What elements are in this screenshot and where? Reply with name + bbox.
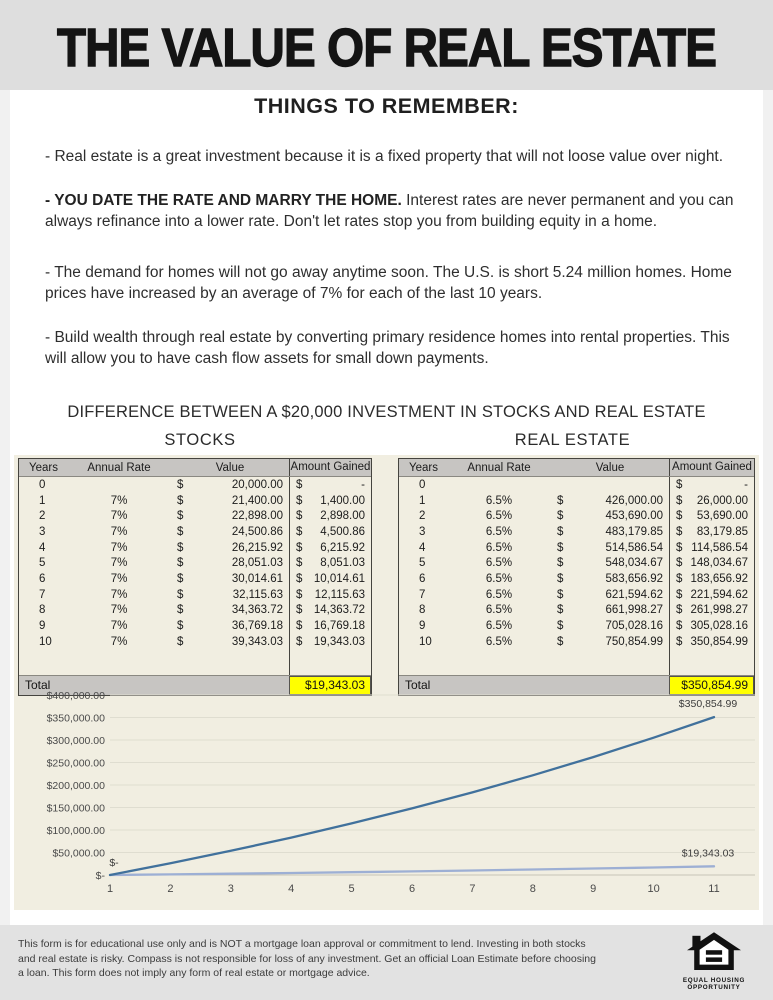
- gain-number: 114,586.54: [691, 541, 748, 554]
- gain-number: 4,500.86: [320, 525, 365, 538]
- spacer-left: [399, 650, 669, 675]
- gain-number: 16,769.18: [313, 620, 365, 633]
- annual-rate-cell: 6.5%: [485, 588, 513, 601]
- gain-number: 350,854.99: [690, 635, 748, 648]
- annual-rate-cell: 6.5%: [485, 635, 513, 648]
- spacer-gain: [289, 650, 371, 675]
- bullet-text: - Real estate is a great investment because it is a fixed property that will not loose value over night.: [45, 148, 724, 165]
- y-axis-tick-label: $400,000.00: [46, 691, 105, 702]
- currency-symbol: $: [676, 588, 683, 601]
- page-title: THE VALUE OF REAL ESTATE: [56, 18, 717, 78]
- currency-symbol: $: [177, 494, 184, 507]
- bullet-item: [45, 262, 741, 304]
- amount-gained-cell: [289, 634, 371, 650]
- eho-house-icon: [687, 932, 741, 972]
- amount-gained-cell: [289, 555, 371, 571]
- table-row: [19, 493, 371, 509]
- amount-gained-line-chart: [14, 691, 759, 910]
- total-label: Total: [25, 678, 51, 693]
- currency-symbol: $: [177, 525, 184, 538]
- currency-symbol: $: [557, 557, 564, 570]
- table-header-row: [399, 459, 754, 477]
- x-axis-tick-label: 5: [348, 883, 355, 895]
- bullet-list: [45, 146, 741, 369]
- table-row: [399, 477, 754, 493]
- value-cell: [551, 557, 669, 569]
- year-cell: 1: [39, 494, 46, 507]
- table-row: [399, 587, 754, 603]
- gain-number: 2,898.00: [320, 510, 365, 523]
- disclaimer-text: This form is for educational use only and is NOT a mortgage loan approval or commitment to lend. Investing in both stocks and real estate is risky. Compass is not responsible for loss of any investment. Get an official Loan Estimate before choosing a loan. This form does not imply any form of real estate or mortgage advice.: [18, 938, 596, 979]
- gain-number: 1,400.00: [320, 494, 365, 507]
- table-row: [19, 571, 371, 587]
- annual-rate-cell: 7%: [110, 494, 128, 507]
- annual-rate-cell: 6.5%: [485, 620, 513, 633]
- gain-number: 183,656.92: [690, 572, 748, 585]
- value-cell: [171, 636, 289, 648]
- value-number: 548,034.67: [605, 557, 663, 570]
- table-row: [19, 540, 371, 556]
- annual-rate-cell: 6.5%: [485, 510, 513, 523]
- x-axis-tick-label: 3: [227, 883, 234, 895]
- total-value-cell: $19,343.03: [289, 676, 371, 695]
- value-cell: [551, 620, 669, 632]
- column-header-value: Value: [215, 461, 245, 474]
- value-cell: [171, 510, 289, 522]
- x-axis-tick-label: 11: [708, 883, 720, 895]
- currency-symbol: $: [177, 620, 184, 633]
- bullet-bold-text: - YOU DATE THE RATE AND MARRY THE HOME.: [45, 192, 402, 209]
- y-axis-tick-label: $150,000.00: [46, 802, 105, 815]
- year-cell: 3: [419, 525, 426, 538]
- value-cell: [171, 479, 289, 491]
- total-value-cell: $350,854.99: [669, 676, 754, 695]
- table-spacer-row: [399, 650, 754, 675]
- amount-gained-cell: [669, 587, 754, 603]
- currency-symbol: $: [177, 557, 184, 570]
- amount-gained-cell: [669, 524, 754, 540]
- x-axis-tick-label: 1: [106, 883, 114, 895]
- year-cell: 8: [419, 604, 426, 617]
- year-cell: 0: [419, 478, 426, 491]
- value-number: 426,000.00: [605, 494, 663, 507]
- currency-symbol: $: [557, 510, 564, 523]
- equal-housing-opportunity-logo: [679, 932, 749, 991]
- x-axis-tick-label: 7: [469, 883, 476, 895]
- amount-gained-cell: [669, 555, 754, 571]
- amount-gained-cell: [289, 603, 371, 619]
- value-cell: [551, 526, 669, 538]
- value-cell: [551, 495, 669, 507]
- year-cell: 2: [39, 510, 46, 523]
- year-cell: 1: [419, 494, 426, 507]
- amount-gained-cell: [669, 508, 754, 524]
- annual-rate-cell: 6.5%: [485, 557, 513, 570]
- value-cell: [171, 526, 289, 538]
- series-line: [110, 717, 714, 875]
- series-end-data-label: $19,343.03: [681, 847, 735, 860]
- series-line: [110, 866, 714, 875]
- currency-symbol: $: [296, 478, 303, 491]
- things-to-remember-heading: THINGS TO REMEMBER:: [254, 94, 519, 118]
- gain-number: 221,594.62: [690, 588, 748, 601]
- amount-gained-cell: [289, 571, 371, 587]
- annual-rate-cell: 7%: [110, 557, 128, 570]
- x-axis-tick-label: 8: [529, 883, 536, 895]
- year-cell: 7: [419, 588, 426, 601]
- year-cell: 0: [39, 478, 46, 491]
- table-row: [19, 603, 371, 619]
- x-axis-tick-label: 6: [408, 883, 416, 895]
- value-number: 583,656.92: [605, 572, 663, 585]
- gain-number: 26,000.00: [696, 494, 748, 507]
- value-cell: [551, 589, 669, 601]
- value-number: 22,898.00: [231, 510, 283, 523]
- gain-number: -: [744, 478, 748, 491]
- table-row: [399, 524, 754, 540]
- currency-symbol: $: [296, 510, 303, 523]
- stocks-table-title: STOCKS: [164, 431, 236, 449]
- value-number: 28,051.03: [231, 557, 283, 570]
- amount-gained-cell: [669, 634, 754, 650]
- y-axis-tick-label: $250,000.00: [46, 757, 105, 770]
- value-number: 20,000.00: [231, 478, 283, 491]
- annual-rate-cell: 6.5%: [485, 541, 513, 554]
- currency-symbol: $: [177, 541, 184, 554]
- gain-number: 8,051.03: [320, 557, 365, 570]
- y-axis-tick-label: $50,000.00: [52, 847, 105, 860]
- x-axis-tick-label: 4: [288, 883, 295, 895]
- year-cell: 9: [39, 620, 46, 633]
- currency-symbol: $: [177, 510, 184, 523]
- stocks-table: [18, 458, 372, 696]
- amount-gained-cell: [289, 493, 371, 509]
- table-row: [19, 524, 371, 540]
- value-number: 21,400.00: [231, 494, 283, 507]
- comparison-heading: DIFFERENCE BETWEEN A $20,000 INVESTMENT IN STOCKS AND REAL ESTATE: [67, 403, 706, 421]
- table-row: [19, 634, 371, 650]
- currency-symbol: $: [557, 541, 564, 554]
- column-header-annual-rate: Annual Rate: [87, 461, 151, 474]
- annual-rate-cell: 6.5%: [485, 604, 513, 617]
- currency-symbol: $: [296, 588, 303, 601]
- currency-symbol: $: [296, 494, 303, 507]
- table-row: [399, 540, 754, 556]
- currency-symbol: $: [676, 541, 683, 554]
- x-axis-tick-label: 10: [647, 883, 660, 895]
- value-cell: [551, 636, 669, 648]
- annual-rate-cell: 7%: [110, 635, 128, 648]
- currency-symbol: $: [676, 604, 683, 617]
- comparison-panel: [14, 455, 759, 910]
- year-cell: 5: [39, 557, 46, 570]
- year-cell: 4: [419, 541, 426, 554]
- value-number: 36,769.18: [231, 620, 283, 633]
- value-cell: [171, 542, 289, 554]
- value-number: 30,014.61: [231, 572, 283, 585]
- year-cell: 4: [39, 541, 46, 554]
- currency-symbol: $: [177, 604, 184, 617]
- currency-symbol: $: [557, 635, 564, 648]
- bullet-text: Interest rates are never permanent and you can always refinance into a lower rate. Don't let rates stop you from building equity in a home.: [45, 192, 734, 230]
- column-header-amount-gained: Amount Gained: [289, 459, 371, 476]
- bullet-text: - The demand for homes will not go away anytime soon. The U.S. is short 5.24 million homes. Home prices have increased by an average of 7% for each of the last 10 years.: [45, 264, 732, 302]
- amount-gained-cell: [669, 493, 754, 509]
- value-number: 483,179.85: [605, 525, 663, 538]
- currency-symbol: $: [177, 635, 184, 648]
- year-cell: 7: [39, 588, 46, 601]
- table-row: [19, 508, 371, 524]
- annual-rate-cell: 7%: [110, 588, 128, 601]
- column-header-years: Years: [29, 461, 58, 474]
- amount-gained-cell: [669, 477, 754, 493]
- gain-number: -: [361, 478, 365, 491]
- y-axis-tick-label: $-: [95, 869, 105, 882]
- amount-gained-cell: [289, 618, 371, 634]
- year-cell: 3: [39, 525, 46, 538]
- amount-gained-cell: [289, 540, 371, 556]
- year-cell: 5: [419, 557, 426, 570]
- currency-symbol: $: [177, 588, 184, 601]
- value-cell: [171, 495, 289, 507]
- total-label: Total: [405, 678, 431, 693]
- gain-number: 83,179.85: [696, 525, 748, 538]
- annual-rate-cell: 7%: [110, 604, 128, 617]
- gain-number: 19,343.03: [313, 635, 365, 648]
- amount-gained-cell: [289, 508, 371, 524]
- value-cell: [551, 604, 669, 616]
- currency-symbol: $: [296, 620, 303, 633]
- value-cell: [551, 573, 669, 585]
- annual-rate-cell: 7%: [110, 525, 128, 538]
- currency-symbol: $: [296, 557, 303, 570]
- left-page-edge: [0, 90, 10, 925]
- currency-symbol: $: [296, 572, 303, 585]
- amount-gained-cell: [289, 524, 371, 540]
- table-titles-row: [0, 431, 773, 453]
- amount-gained-cell: [289, 587, 371, 603]
- x-axis-tick-label: 9: [590, 883, 597, 895]
- currency-symbol: $: [557, 588, 564, 601]
- annual-rate-cell: 7%: [110, 572, 128, 585]
- series-end-data-label: $350,854.99: [678, 698, 738, 711]
- currency-symbol: $: [557, 494, 564, 507]
- value-number: 661,998.27: [605, 604, 663, 617]
- column-header-years: Years: [409, 461, 438, 474]
- y-axis-tick-label: $100,000.00: [46, 824, 105, 837]
- table-row: [19, 555, 371, 571]
- bullet-item: [45, 327, 741, 369]
- table-header-row: [19, 459, 371, 477]
- currency-symbol: $: [676, 478, 683, 491]
- value-number: 705,028.16: [605, 620, 663, 633]
- value-cell: [171, 620, 289, 632]
- bullet-text: - Build wealth through real estate by converting primary residence homes into rental properties. This will allow you to have cash flow assets for small down payments.: [45, 329, 730, 367]
- spacer-gain: [669, 650, 754, 675]
- gain-number: 53,690.00: [696, 510, 748, 523]
- value-number: 621,594.62: [605, 588, 663, 601]
- spacer-left: [19, 650, 289, 675]
- value-number: 453,690.00: [605, 510, 663, 523]
- gain-number: 148,034.67: [690, 557, 748, 570]
- currency-symbol: $: [296, 541, 303, 554]
- table-row: [399, 493, 754, 509]
- value-number: 34,363.72: [231, 604, 283, 617]
- annual-rate-cell: 7%: [110, 510, 128, 523]
- amount-gained-cell: [289, 477, 371, 493]
- currency-symbol: $: [676, 525, 683, 538]
- currency-symbol: $: [676, 494, 683, 507]
- footer: [0, 925, 773, 1000]
- column-header-amount-gained: Amount Gained: [669, 459, 754, 476]
- table-row: [399, 603, 754, 619]
- value-number: 514,586.54: [605, 541, 663, 554]
- real-estate-table: [398, 458, 755, 696]
- eho-logo-text-line1: EQUAL HOUSING: [682, 977, 746, 984]
- bullet-item: [45, 190, 741, 232]
- bullet-item: [45, 146, 741, 167]
- value-cell: [171, 589, 289, 601]
- value-cell: [171, 604, 289, 616]
- value-number: 39,343.03: [231, 635, 283, 648]
- year-cell: 6: [39, 572, 46, 585]
- column-header-annual-rate: Annual Rate: [467, 461, 531, 474]
- annual-rate-cell: 7%: [110, 541, 128, 554]
- value-cell: [171, 557, 289, 569]
- gain-number: 305,028.16: [690, 620, 748, 633]
- currency-symbol: $: [676, 557, 683, 570]
- currency-symbol: $: [676, 635, 683, 648]
- currency-symbol: $: [296, 635, 303, 648]
- annual-rate-cell: 6.5%: [485, 494, 513, 507]
- value-cell: [171, 573, 289, 585]
- gain-number: 10,014.61: [313, 572, 365, 585]
- currency-symbol: $: [676, 572, 683, 585]
- value-cell: [551, 510, 669, 522]
- y-axis-tick-label: $350,000.00: [46, 712, 105, 725]
- right-page-edge: [763, 90, 773, 925]
- y-axis-tick-label: $300,000.00: [46, 734, 105, 747]
- year-cell: 9: [419, 620, 426, 633]
- value-cell: [551, 542, 669, 554]
- value-number: 750,854.99: [605, 635, 663, 648]
- currency-symbol: $: [557, 572, 564, 585]
- table-row: [399, 555, 754, 571]
- y-axis-tick-label: $200,000.00: [46, 779, 105, 792]
- year-cell: 6: [419, 572, 426, 585]
- table-row: [399, 618, 754, 634]
- currency-symbol: $: [557, 620, 564, 633]
- gain-number: 12,115.63: [314, 588, 365, 601]
- value-number: 24,500.86: [231, 525, 283, 538]
- currency-symbol: $: [177, 572, 184, 585]
- currency-symbol: $: [557, 525, 564, 538]
- currency-symbol: $: [296, 604, 303, 617]
- amount-gained-cell: [669, 571, 754, 587]
- series-start-data-label: $-: [109, 857, 119, 869]
- amount-gained-cell: [669, 603, 754, 619]
- annual-rate-cell: 6.5%: [485, 525, 513, 538]
- year-cell: 8: [39, 604, 46, 617]
- title-banner: [0, 0, 773, 90]
- gain-number: 14,363.72: [313, 604, 365, 617]
- currency-symbol: $: [296, 525, 303, 538]
- currency-symbol: $: [177, 478, 184, 491]
- table-row: [19, 587, 371, 603]
- gain-number: 6,215.92: [320, 541, 365, 554]
- amount-gained-cell: [669, 618, 754, 634]
- currency-symbol: $: [557, 604, 564, 617]
- table-row: [399, 634, 754, 650]
- value-number: 32,115.63: [232, 588, 283, 601]
- table-row: [19, 618, 371, 634]
- year-cell: 10: [419, 635, 432, 648]
- year-cell: 10: [39, 635, 52, 648]
- eho-logo-text-line2: OPPORTUNITY: [687, 984, 741, 991]
- table-spacer-row: [19, 650, 371, 675]
- currency-symbol: $: [676, 620, 683, 633]
- annual-rate-cell: 7%: [110, 620, 128, 633]
- table-row: [399, 508, 754, 524]
- real-estate-table-title: REAL ESTATE: [514, 431, 631, 449]
- column-header-value: Value: [595, 461, 625, 474]
- table-row: [19, 477, 371, 493]
- currency-symbol: $: [676, 510, 683, 523]
- annual-rate-cell: 6.5%: [485, 572, 513, 585]
- amount-gained-cell: [669, 540, 754, 556]
- year-cell: 2: [419, 510, 426, 523]
- table-row: [399, 571, 754, 587]
- x-axis-tick-label: 2: [167, 883, 174, 895]
- value-number: 26,215.92: [231, 541, 283, 554]
- gain-number: 261,998.27: [690, 604, 748, 617]
